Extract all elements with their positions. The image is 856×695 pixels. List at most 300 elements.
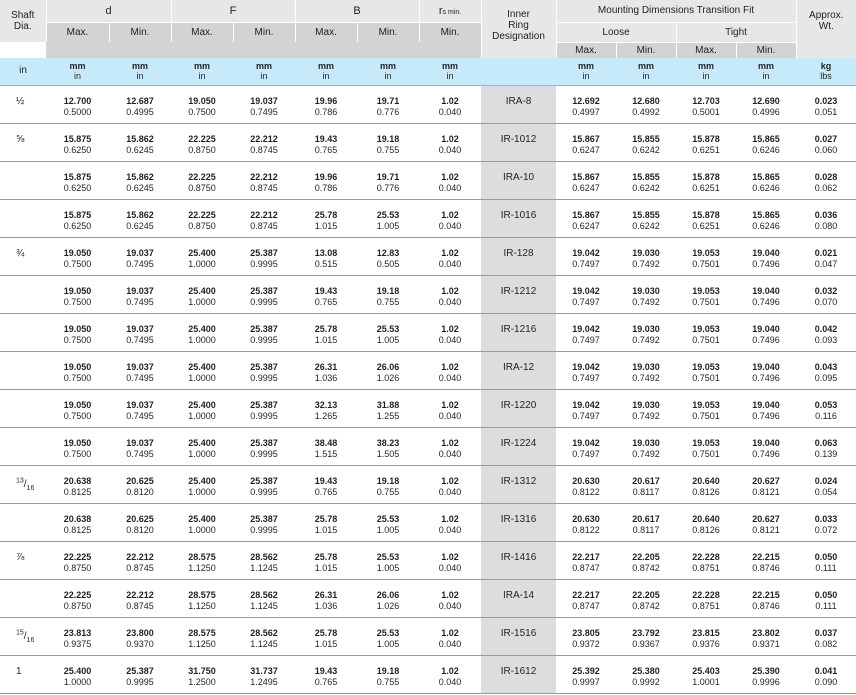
loose-max-cell	[556, 351, 616, 389]
d-max-value-in: 0.7500	[63, 296, 92, 307]
b-max-cell	[295, 351, 357, 389]
loose-min-value-mm: 15.855	[632, 171, 660, 182]
d-min-cell	[109, 85, 171, 123]
f-max-value-mm: 22.225	[188, 133, 216, 144]
b-max-value-mm: 25.78	[314, 323, 338, 334]
loose-max-cell	[556, 617, 616, 655]
loose-min-value-mm: 20.617	[632, 475, 660, 486]
d-max-value-mm: 19.050	[63, 285, 92, 296]
rs-cell	[419, 85, 481, 123]
f-min-value-in: 0.9995	[250, 524, 278, 535]
f-min-value-mm: 25.387	[250, 437, 278, 448]
d-max-value-mm: 15.875	[63, 171, 92, 182]
d-max-cell	[46, 237, 109, 275]
b-min-value-in: 0.776	[376, 182, 400, 193]
rs-cell	[419, 313, 481, 351]
d-min-value-in: 0.7495	[126, 372, 154, 383]
b-min-cell	[357, 617, 419, 655]
tight-min-value-in: 0.7496	[752, 448, 780, 459]
tight-min-cell	[736, 465, 796, 503]
tight-max-value-mm: 19.053	[692, 285, 720, 296]
b-max-value-in: 1.015	[314, 220, 338, 231]
f-min-value-mm: 25.387	[250, 513, 278, 524]
unit-mm: mm	[193, 61, 210, 71]
loose-max-value-mm: 19.042	[572, 437, 600, 448]
d-min-value-mm: 19.037	[126, 285, 154, 296]
loose-min-value-in: 0.6242	[632, 144, 660, 155]
weight-value-mm: 0.024	[814, 475, 838, 486]
d-max-value-in: 0.7500	[63, 448, 92, 459]
weight-value-mm: 0.027	[814, 133, 838, 144]
unit-in: in	[762, 71, 770, 81]
f-max-cell	[171, 199, 233, 237]
b-min-value-mm: 25.53	[376, 209, 400, 220]
tight-min-cell	[736, 85, 796, 123]
rs-value-in: 0.040	[438, 372, 462, 383]
tight-min-value-in: 0.7496	[752, 410, 780, 421]
designation-cell	[481, 579, 556, 617]
f-max-cell	[171, 503, 233, 541]
table-row	[0, 541, 856, 579]
loose-max-cell	[556, 275, 616, 313]
unit-in: in	[260, 71, 268, 81]
weight-value-mm: 0.050	[814, 589, 838, 600]
loose-max-value-in: 0.7497	[572, 410, 600, 421]
f-max-value-mm: 31.750	[188, 665, 216, 676]
unit-mm: mm	[131, 61, 148, 71]
rs-value-in: 0.040	[438, 562, 462, 573]
rs-value-in: 0.040	[438, 258, 462, 269]
loose-max-value-in: 0.7497	[572, 258, 600, 269]
tight-max-value-in: 0.7501	[692, 258, 720, 269]
b-min-value-mm: 19.18	[376, 285, 400, 296]
f-max-value-in: 1.0000	[188, 524, 216, 535]
tight-min-cell	[736, 541, 796, 579]
f-max-value-mm: 22.225	[188, 171, 216, 182]
loose-max-cell	[556, 85, 616, 123]
designation-cell	[481, 275, 556, 313]
loose-max-value-in: 0.6247	[572, 144, 600, 155]
d-max-value-in: 0.7500	[63, 258, 92, 269]
tight-min-value-mm: 12.690	[752, 95, 780, 106]
unit-d-min	[109, 58, 171, 86]
tight-min-value-mm: 25.390	[752, 665, 780, 676]
tight-max-value-mm: 22.228	[692, 589, 720, 600]
loose-max-cell	[556, 579, 616, 617]
d-max-cell	[46, 427, 109, 465]
designation-value: IR-1612	[500, 665, 537, 677]
f-min-value-in: 1.1245	[250, 600, 278, 611]
d-max-cell	[46, 275, 109, 313]
shaft-dia-value: ¾	[16, 247, 25, 259]
designation-cell	[481, 85, 556, 123]
f-min-value-in: 0.9995	[250, 410, 278, 421]
loose-max-value-mm: 22.217	[572, 589, 600, 600]
b-max-value-in: 0.765	[314, 486, 338, 497]
d-min-value-mm: 23.800	[126, 627, 154, 638]
f-max-value-in: 1.0000	[188, 334, 216, 345]
f-min-cell	[233, 275, 295, 313]
loose-max-value-in: 0.8122	[572, 524, 600, 535]
b-max-cell	[295, 275, 357, 313]
d-min-value-mm: 19.037	[126, 247, 154, 258]
tight-min-cell	[736, 123, 796, 161]
f-max-value-in: 1.1250	[188, 600, 216, 611]
header-weight	[796, 0, 856, 42]
tight-max-value-in: 0.7501	[692, 334, 720, 345]
tight-max-value-mm: 19.053	[692, 399, 720, 410]
weight-cell	[796, 465, 856, 503]
rs-value-in: 0.040	[438, 638, 462, 649]
weight-value-mm: 0.032	[814, 285, 838, 296]
d-min-value-mm: 19.037	[126, 399, 154, 410]
loose-max-cell	[556, 541, 616, 579]
d-min-value-in: 0.7495	[126, 334, 154, 345]
f-min-value-mm: 22.212	[250, 133, 278, 144]
shaft-dia-cell	[0, 617, 46, 655]
d-max-value-mm: 20.638	[63, 513, 92, 524]
tight-max-cell	[676, 503, 736, 541]
weight-value-mm: 0.063	[814, 437, 838, 448]
header-b: B	[295, 0, 419, 22]
loose-min-value-in: 0.7492	[632, 334, 660, 345]
b-min-cell	[357, 503, 419, 541]
d-max-value-in: 0.9375	[63, 638, 92, 649]
header-tight-label: Tight	[725, 26, 747, 38]
header-d: d	[46, 0, 171, 22]
d-min-value-in: 0.6245	[126, 144, 154, 155]
shaft-dia-cell	[0, 579, 46, 617]
tight-max-value-in: 0.8126	[692, 524, 720, 535]
weight-value-mm: 0.053	[814, 399, 838, 410]
table-row	[0, 427, 856, 465]
weight-cell	[796, 237, 856, 275]
rs-value-in: 0.040	[438, 448, 462, 459]
loose-min-value-in: 0.7492	[632, 296, 660, 307]
rs-value-mm: 1.02	[441, 437, 459, 448]
rs-value-in: 0.040	[438, 486, 462, 497]
b-min-value-in: 1.255	[376, 410, 400, 421]
f-min-cell	[233, 503, 295, 541]
loose-max-cell	[556, 161, 616, 199]
unit-d-max	[46, 58, 109, 86]
d-max-value-mm: 19.050	[63, 361, 92, 372]
rs-value-in: 0.040	[438, 106, 462, 117]
f-min-cell	[233, 313, 295, 351]
b-min-cell	[357, 85, 419, 123]
header-b-min: Min.	[357, 22, 419, 42]
tight-min-value-mm: 15.865	[752, 133, 780, 144]
d-min-value-mm: 20.625	[126, 513, 154, 524]
d-max-value-mm: 19.050	[63, 437, 92, 448]
rs-cell	[419, 123, 481, 161]
table-row	[0, 579, 856, 617]
tight-min-value-mm: 22.215	[752, 551, 780, 562]
b-max-value-in: 1.015	[314, 524, 338, 535]
b-min-value-mm: 19.71	[376, 171, 400, 182]
b-min-value-mm: 19.18	[376, 133, 400, 144]
header-mounting-label: Mounting Dimensions Transition Fit	[597, 5, 755, 17]
unit-mm: mm	[380, 61, 397, 71]
table-row	[0, 85, 856, 123]
b-min-cell	[357, 199, 419, 237]
b-min-value-in: 1.005	[376, 524, 400, 535]
shaft-dia-cell	[0, 465, 46, 503]
rs-cell	[419, 275, 481, 313]
tight-max-value-in: 0.7501	[692, 448, 720, 459]
tight-min-value-in: 0.6246	[752, 220, 780, 231]
tight-max-value-in: 0.7501	[692, 372, 720, 383]
rs-value-in: 0.040	[438, 220, 462, 231]
f-min-cell	[233, 351, 295, 389]
units-row	[0, 58, 856, 86]
shaft-dia-cell	[0, 541, 46, 579]
weight-cell	[796, 199, 856, 237]
shaft-dia-cell	[0, 123, 46, 161]
shaft-dia-cell	[0, 161, 46, 199]
d-min-value-in: 0.8745	[126, 562, 154, 573]
loose-min-value-in: 0.4992	[632, 106, 660, 117]
loose-min-cell	[616, 617, 676, 655]
b-min-cell	[357, 541, 419, 579]
f-min-cell	[233, 199, 295, 237]
table-row	[0, 351, 856, 389]
tight-min-cell	[736, 313, 796, 351]
tight-max-value-mm: 15.878	[692, 209, 720, 220]
f-min-value-mm: 25.387	[250, 323, 278, 334]
unit-mm: mm	[578, 61, 595, 71]
rs-cell	[419, 465, 481, 503]
b-max-value-in: 1.265	[314, 410, 338, 421]
tight-min-value-in: 0.8121	[752, 524, 780, 535]
loose-max-value-mm: 12.692	[572, 95, 600, 106]
rs-value-in: 0.040	[438, 524, 462, 535]
rs-value-mm: 1.02	[441, 475, 459, 486]
d-min-cell	[109, 655, 171, 693]
loose-max-value-in: 0.9372	[572, 638, 600, 649]
loose-max-value-in: 0.8747	[572, 562, 600, 573]
rs-value-mm: 1.02	[441, 589, 459, 600]
weight-cell	[796, 503, 856, 541]
table-row	[0, 199, 856, 237]
b-min-value-mm: 12.83	[376, 247, 400, 258]
tight-min-cell	[736, 389, 796, 427]
d-min-cell	[109, 351, 171, 389]
rs-cell	[419, 617, 481, 655]
loose-min-value-mm: 22.205	[632, 551, 660, 562]
shaft-dia-cell	[0, 503, 46, 541]
tight-max-value-mm: 20.640	[692, 513, 720, 524]
f-max-value-mm: 25.400	[188, 361, 216, 372]
d-max-cell	[46, 161, 109, 199]
tight-min-cell	[736, 351, 796, 389]
rs-value-mm: 1.02	[441, 247, 459, 258]
weight-cell	[796, 275, 856, 313]
tight-max-value-in: 0.6251	[692, 182, 720, 193]
b-min-value-mm: 25.53	[376, 513, 400, 524]
f-max-value-in: 0.8750	[188, 144, 216, 155]
unit-loose-min	[616, 58, 676, 86]
tight-max-value-in: 0.8126	[692, 486, 720, 497]
b-max-value-in: 1.015	[314, 638, 338, 649]
d-min-value-mm: 20.625	[126, 475, 154, 486]
loose-max-cell	[556, 199, 616, 237]
d-min-value-mm: 15.862	[126, 133, 154, 144]
tight-min-cell	[736, 199, 796, 237]
weight-value-mm: 0.043	[814, 361, 838, 372]
header-rs-symbol: r	[438, 4, 443, 17]
loose-max-value-in: 0.7497	[572, 296, 600, 307]
header-tight-min: Min.	[736, 42, 796, 58]
b-max-cell	[295, 655, 357, 693]
loose-min-cell	[616, 313, 676, 351]
b-max-value-in: 0.765	[314, 144, 338, 155]
shaft-dia-value: $^{13}/_{16}$	[16, 477, 35, 492]
b-min-cell	[357, 161, 419, 199]
unit-in: in	[136, 71, 144, 81]
rs-value-in: 0.040	[438, 676, 462, 687]
loose-min-cell	[616, 351, 676, 389]
designation-value: IR-1224	[500, 437, 537, 449]
unit-f-min	[233, 58, 295, 86]
d-max-value-in: 0.8125	[63, 524, 92, 535]
table-row	[0, 237, 856, 275]
designation-value: IR-1316	[500, 513, 537, 525]
loose-max-value-mm: 19.042	[572, 323, 600, 334]
f-min-value-mm: 28.562	[250, 627, 278, 638]
d-min-cell	[109, 541, 171, 579]
rs-value-mm: 1.02	[441, 551, 459, 562]
loose-max-cell	[556, 427, 616, 465]
b-max-value-mm: 25.78	[314, 513, 338, 524]
loose-min-value-mm: 19.030	[632, 437, 660, 448]
loose-min-value-mm: 12.680	[632, 95, 660, 106]
b-min-cell	[357, 389, 419, 427]
d-max-cell	[46, 351, 109, 389]
f-max-value-mm: 25.400	[188, 247, 216, 258]
designation-value: IR-1212	[500, 285, 537, 297]
tight-min-value-mm: 22.215	[752, 589, 780, 600]
loose-max-value-mm: 19.042	[572, 247, 600, 258]
tight-max-cell	[676, 427, 736, 465]
loose-min-value-in: 0.9992	[632, 676, 660, 687]
tight-min-value-mm: 23.802	[752, 627, 780, 638]
weight-value-in: 0.139	[814, 448, 838, 459]
rs-cell	[419, 503, 481, 541]
d-min-value-in: 0.7495	[126, 296, 154, 307]
d-min-cell	[109, 161, 171, 199]
weight-value-in: 0.060	[814, 144, 838, 155]
tight-max-value-mm: 19.053	[692, 361, 720, 372]
loose-min-cell	[616, 655, 676, 693]
b-max-cell	[295, 579, 357, 617]
header-f: F	[171, 0, 295, 22]
b-min-value-in: 0.776	[376, 106, 400, 117]
d-min-value-mm: 22.212	[126, 551, 154, 562]
b-min-value-in: 1.005	[376, 334, 400, 345]
tight-min-cell	[736, 655, 796, 693]
loose-max-value-in: 0.6247	[572, 220, 600, 231]
d-max-value-in: 0.6250	[63, 144, 92, 155]
rs-cell	[419, 237, 481, 275]
loose-min-value-mm: 19.030	[632, 399, 660, 410]
b-min-value-mm: 26.06	[376, 589, 400, 600]
d-min-value-mm: 15.862	[126, 209, 154, 220]
tight-max-cell	[676, 123, 736, 161]
f-min-cell	[233, 237, 295, 275]
b-min-value-mm: 25.53	[376, 627, 400, 638]
d-min-cell	[109, 237, 171, 275]
table-row	[0, 313, 856, 351]
unit-tight-max	[676, 58, 736, 86]
b-min-cell	[357, 275, 419, 313]
d-min-cell	[109, 275, 171, 313]
weight-value-in: 0.070	[814, 296, 838, 307]
b-min-value-mm: 26.06	[376, 361, 400, 372]
loose-min-value-mm: 19.030	[632, 323, 660, 334]
f-max-cell	[171, 465, 233, 503]
loose-max-value-in: 0.6247	[572, 182, 600, 193]
loose-min-value-in: 0.8742	[632, 562, 660, 573]
weight-cell	[796, 123, 856, 161]
unit-in: in	[384, 71, 392, 81]
header-d-min: Min.	[109, 22, 171, 42]
loose-max-cell	[556, 237, 616, 275]
b-min-cell	[357, 123, 419, 161]
tight-min-value-in: 0.6246	[752, 144, 780, 155]
f-min-value-in: 0.9995	[250, 448, 278, 459]
weight-value-in: 0.080	[814, 220, 838, 231]
unit-tight-min	[736, 58, 796, 86]
f-max-value-mm: 25.400	[188, 475, 216, 486]
b-min-value-mm: 19.18	[376, 475, 400, 486]
tight-min-cell	[736, 275, 796, 313]
designation-cell	[481, 237, 556, 275]
weight-value-in: 0.082	[814, 638, 838, 649]
d-max-value-mm: 19.050	[63, 323, 92, 334]
f-max-value-mm: 25.400	[188, 323, 216, 334]
b-max-cell	[295, 313, 357, 351]
tight-max-value-mm: 19.053	[692, 323, 720, 334]
tight-max-value-in: 0.5001	[692, 106, 720, 117]
weight-value-mm: 0.050	[814, 551, 838, 562]
f-min-value-mm: 25.387	[250, 399, 278, 410]
tight-min-cell	[736, 579, 796, 617]
b-max-cell	[295, 617, 357, 655]
b-min-value-in: 1.005	[376, 562, 400, 573]
loose-min-value-mm: 23.792	[632, 627, 660, 638]
weight-value-in: 0.054	[814, 486, 838, 497]
tight-min-value-mm: 19.040	[752, 399, 780, 410]
unit-mm: mm	[638, 61, 655, 71]
unit-in: in	[322, 71, 330, 81]
loose-min-value-in: 0.8117	[632, 524, 660, 535]
header-mounting	[556, 0, 796, 22]
tight-min-value-mm: 20.627	[752, 475, 780, 486]
loose-max-value-mm: 25.392	[572, 665, 600, 676]
tight-min-cell	[736, 617, 796, 655]
d-min-cell	[109, 199, 171, 237]
d-max-value-in: 0.5000	[63, 106, 92, 117]
rs-value-in: 0.040	[438, 144, 462, 155]
d-max-value-mm: 19.050	[63, 399, 92, 410]
d-max-value-mm: 19.050	[63, 247, 92, 258]
loose-min-value-mm: 19.030	[632, 247, 660, 258]
unit-mm: mm	[442, 61, 459, 71]
f-min-value-in: 0.9995	[250, 372, 278, 383]
weight-cell	[796, 85, 856, 123]
weight-value-in: 0.111	[815, 600, 837, 611]
